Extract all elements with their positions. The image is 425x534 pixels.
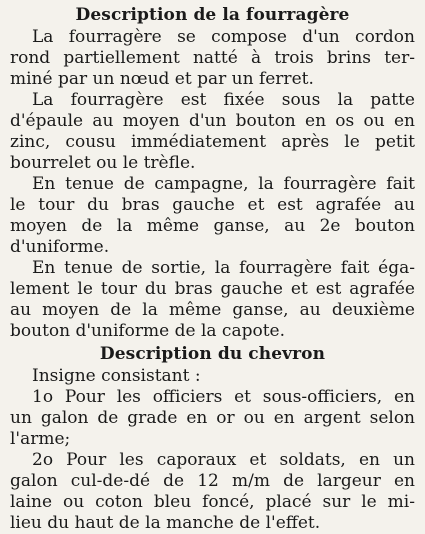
paragraph-fourragere-composition: [10, 27, 415, 90]
text-line: d'épaule au moyen d'un bouton en os ou en: [10, 111, 415, 131]
text-line: d'uniforme.: [10, 237, 110, 257]
text-line: 1o Pour les officiers et sous-officiers, en: [32, 387, 415, 407]
heading-fourragere: Description de la fourragère: [75, 5, 350, 25]
text-line: l'arme;: [10, 429, 71, 449]
text-line: En tenue de sortie, la fourragère fait éga-: [32, 258, 415, 278]
text-line: rond partiellement natté à trois brins ter-: [10, 48, 415, 68]
text-line: lieu du haut de la manche de l'effet.: [10, 513, 321, 533]
text-line: 2o Pour les caporaux et soldats, en un: [32, 450, 415, 470]
text-line: moyen de la même ganse, au 2e bouton: [10, 216, 415, 236]
paragraph-officiers: [10, 387, 415, 450]
text-line: galon cul-de-dé de 12 m/m de largeur en: [10, 471, 415, 491]
text-line: bouton d'uniforme de la capote.: [10, 321, 286, 341]
heading-chevron: Description du chevron: [99, 344, 326, 364]
paragraph-tenue-sortie: [10, 258, 415, 342]
text-line: La fourragère se compose d'un cordon: [32, 27, 415, 47]
text-line: bourrelet ou le trèfle.: [10, 153, 196, 173]
text-line: au moyen de la même ganse, au deuxième: [10, 300, 415, 320]
text-line: le tour du bras gauche et est agrafée au: [10, 195, 415, 215]
paragraph-insigne: [10, 366, 415, 387]
text-line: lement le tour du bras gauche et est agrafée: [10, 279, 415, 299]
text-line: zinc, cousu immédiatement après le petit: [10, 132, 415, 152]
text-line: laine ou coton bleu foncé, placé sur le mi-: [10, 492, 415, 512]
text-line: un galon de grade en or ou en argent selon: [10, 408, 415, 428]
text-line: En tenue de campagne, la fourragère fait: [32, 174, 415, 194]
paragraph-tenue-campagne: [10, 174, 415, 258]
paragraph-fourragere-fixation: [10, 90, 415, 174]
paragraph-caporaux: [10, 450, 415, 534]
text-line: miné par un nœud et par un ferret.: [10, 69, 314, 89]
text-line: La fourragère est fixée sous la patte: [32, 90, 415, 110]
text-line: Insigne consistant :: [32, 366, 201, 386]
